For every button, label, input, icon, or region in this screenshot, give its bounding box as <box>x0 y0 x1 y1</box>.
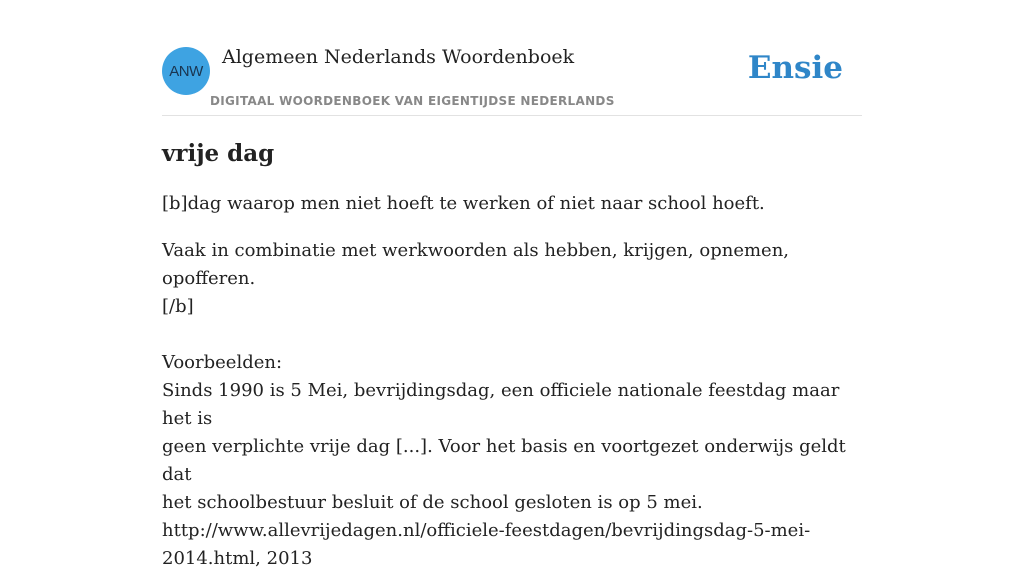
example-text-line: het schoolbestuur besluit of de school gesloten is op 5 mei. <box>162 492 703 513</box>
example-source-line: 2014.html, 2013 <box>162 548 313 569</box>
entry-term: vrije dag <box>162 140 275 167</box>
example-text-line: Sinds 1990 is 5 Mei, bevrijdingsdag, een officiele nationale feestdag maar het is <box>162 380 840 429</box>
site-header <box>162 44 862 116</box>
logo-text: ANW <box>169 62 203 80</box>
entry-examples <box>162 349 862 573</box>
examples-heading: Voorbeelden: <box>162 352 283 373</box>
ensie-brand-logo[interactable]: Ensie <box>747 50 843 86</box>
anw-logo[interactable] <box>162 47 210 95</box>
site-subtitle: DIGITAAL WOORDENBOEK VAN EIGENTIJDSE NEDERLANDS <box>210 94 615 108</box>
example-text-line: geen verplichte vrije dag [...]. Voor het basis en voortgezet onderwijs geldt dat <box>162 436 846 485</box>
entry-usage-note <box>162 237 862 321</box>
dictionary-entry <box>162 138 862 573</box>
usage-note-line: [/b] <box>162 296 194 317</box>
site-title[interactable]: Algemeen Nederlands Woordenboek <box>222 46 575 68</box>
entry-definition: [b]dag waarop men niet hoeft te werken of niet naar school hoeft. <box>162 193 765 214</box>
usage-note-line: Vaak in combinatie met werkwoorden als hebben, krijgen, opnemen, opofferen. <box>162 240 790 289</box>
example-source-line: http://www.allevrijedagen.nl/officiele-feestdagen/bevrijdingsdag-5-mei- <box>162 520 811 541</box>
